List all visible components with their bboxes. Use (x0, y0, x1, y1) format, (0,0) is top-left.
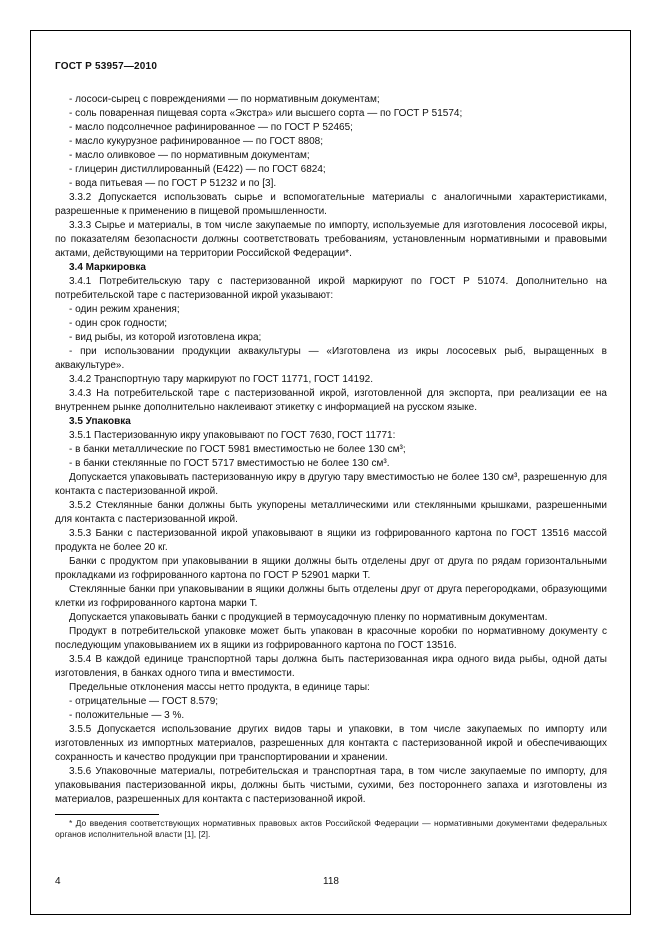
paragraph: 3.4.2 Транспортную тару маркируют по ГОСТ 11771, ГОСТ 14192. (69, 374, 373, 385)
page-border-frame (30, 30, 631, 915)
list-item: - отрицательные — ГОСТ 8.579; (69, 696, 219, 707)
list-item: - масло кукурузное рафинированное — по ГОСТ 8808; (69, 136, 323, 147)
section-heading: 3.5 Упаковка (69, 416, 131, 427)
section-heading: 3.4 Маркировка (69, 262, 146, 273)
list-item: - при использовании продукции аквакультуры — «Изготовлена из икры лососевых рыб, выращенных в аквакультуре». (55, 346, 607, 371)
paragraph: 3.5.1 Пастеризованную икру упаковывают по ГОСТ 7630, ГОСТ 11771: (69, 430, 396, 441)
paragraph: 3.5.2 Стеклянные банки должны быть укупорены металлическими или стеклянными крышками, разрешенными для контакта с пастеризованной икрой. (55, 500, 607, 525)
list-item: - в банки стеклянные по ГОСТ 5717 вместимостью не более 130 см³. (69, 458, 390, 469)
paragraph: 3.5.6 Упаковочные материалы, потребительская и транспортная тара, в том числе закупаемые по импорту, для упаковывания пастеризованной икры, должны быть чистыми, сухими, без постороннего запаха и изготовлены из материалов, разрешенных для контакта с пастеризованной икрой. (55, 766, 607, 805)
paragraph: 3.3.3 Сырье и материалы, в том числе закупаемые по импорту, используемые для изготовления лососевой икры, по показателям безопасности должны соответствовать требованиям, установленным нормативными и правовыми актами, действующими на территории Российской Федерации*. (55, 220, 607, 259)
list-item: - вид рыбы, из которой изготовлена икра; (69, 332, 262, 343)
sheet-number: 118 (323, 876, 339, 887)
paragraph: Допускается упаковывать банки с продукцией в термоусадочную пленку по нормативным документам. (69, 612, 548, 623)
footnote-text: * До введения соответствующих нормативных правовых актов Российской Федерации — нормативными документами федеральных органов исполнительной власти [1], [2]. (55, 818, 607, 839)
paragraph: 3.5.5 Допускается использование других видов тары и упаковки, в том числе закупаемых по импорту или изготовленных из импортных материалов, разрешенных для контакта с пастеризованной икрой и обеспечивающих сохранность и качество продукции при транспортировании и хранении. (55, 724, 607, 763)
list-item: - один срок годности; (69, 318, 168, 329)
list-item: - в банки металлические по ГОСТ 5981 вместимостью не более 130 см³; (69, 444, 406, 455)
list-item: - масло подсолнечное рафинированное — по ГОСТ Р 52465; (69, 122, 353, 133)
paragraph: 3.4.1 Потребительскую тару с пастеризованной икрой маркируют по ГОСТ Р 51074. Дополнительно на потребительской таре с пастеризованной икрой указывают: (55, 276, 607, 301)
list-item: - лососи-сырец с повреждениями — по нормативным документам; (69, 94, 380, 105)
list-item: - соль поваренная пищевая сорта «Экстра» или высшего сорта — по ГОСТ Р 51574; (69, 108, 463, 119)
paragraph: Допускается упаковывать пастеризованную икру в другую тару вместимостью не более 130 см³, разрешенную для контакта с пастеризованной икрой. (55, 472, 607, 497)
list-item: - масло оливковое — по нормативным документам; (69, 150, 310, 161)
paragraph: Банки с продуктом при упаковывании в ящики должны быть отделены друг от друга по рядам горизонтальными прокладками из гофрированного картона по ГОСТ Р 52901 марки Т. (55, 556, 607, 581)
paragraph: Продукт в потребительской упаковке может быть упакован в красочные коробки по нормативному документу с последующим упаковыванием их в ящики из гофрированного картона по ГОСТ 13516. (55, 626, 607, 651)
list-item: - один режим хранения; (69, 304, 180, 315)
paragraph: 3.4.3 На потребительской таре с пастеризованной икрой, изготовленной для экспорта, при реализации ее на внутреннем рынке дополнительно наклеивают этикетку с информацией на русском языке. (55, 388, 607, 413)
list-item: - глицерин дистиллированный (Е422) — по ГОСТ 6824; (69, 164, 326, 175)
list-item: - вода питьевая — по ГОСТ Р 51232 и по [3]. (69, 178, 277, 189)
paragraph: Стеклянные банки при упаковывании в ящики должны быть отделены друг от друга перегородками, образующими клетки из гофрированного картона марки Т. (55, 584, 607, 609)
paragraph: Предельные отклонения массы нетто продукта, в единице тары: (69, 682, 370, 693)
paragraph: 3.5.4 В каждой единице транспортной тары должна быть пастеризованная икра одного вида рыбы, одной даты изготовления, в банках одного типа и вместимости. (55, 654, 607, 679)
list-item: - положительные — 3 %. (69, 710, 185, 721)
page-footer (55, 876, 607, 888)
document-body (55, 93, 607, 807)
page-number: 4 (55, 876, 61, 887)
document-header: ГОСТ Р 53957—2010 (55, 61, 158, 72)
footnote-separator (55, 814, 159, 815)
paragraph: 3.3.2 Допускается использовать сырье и вспомогательные материалы с аналогичными характеристиками, разрешенные к применению в пищевой промышленности. (55, 192, 607, 217)
paragraph: 3.5.3 Банки с пастеризованной икрой упаковывают в ящики из гофрированного картона по ГОСТ 13516 массой продукта не более 20 кг. (55, 528, 607, 553)
